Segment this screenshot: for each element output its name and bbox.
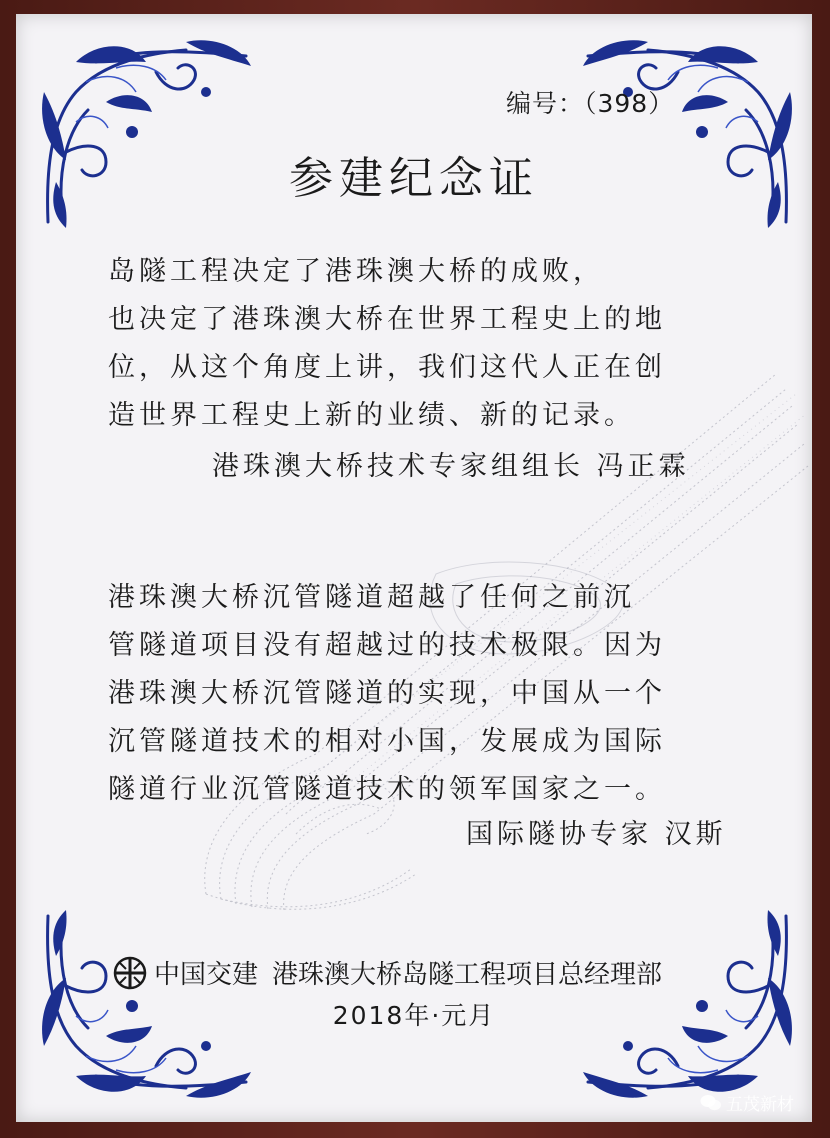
serial-number: 编号：（398） <box>506 89 675 118</box>
issue-date: 2018年·元月 <box>332 1001 496 1030</box>
quote-paragraph-1 <box>108 248 666 440</box>
quote-line: 也决定了港珠澳大桥在世界工程史上的地 <box>108 304 666 335</box>
cccc-logo-icon <box>112 955 148 991</box>
source-watermark-text: 五茂新材 <box>726 1095 794 1115</box>
issuing-organization <box>112 954 662 991</box>
quote-paragraph-2 <box>108 574 666 814</box>
quote-line: 沉管隧道技术的相对小国，发展成为国际 <box>108 726 666 757</box>
quote-signature-1: 港珠澳大桥技术专家组组长 冯正霖 <box>212 451 690 482</box>
quote-line: 位，从这个角度上讲，我们这代人正在创 <box>108 352 666 383</box>
quote-line: 造世界工程史上新的业绩、新的记录。 <box>108 400 635 431</box>
quote-signature-2: 国际隧协专家 汉斯 <box>466 819 727 850</box>
quote-line: 港珠澳大桥沉管隧道的实现，中国从一个 <box>108 678 666 709</box>
company-name: 中国交建 <box>154 960 259 990</box>
quote-line: 岛隧工程决定了港珠澳大桥的成败， <box>108 256 604 287</box>
quote-line: 管隧道项目没有超越过的技术极限。因为 <box>108 630 666 661</box>
certificate-title: 参建纪念证 <box>289 153 539 204</box>
certificate-paper <box>16 14 812 1122</box>
department-name: 港珠澳大桥岛隧工程项目总经理部 <box>272 960 663 990</box>
source-watermark <box>700 1090 794 1115</box>
quote-line: 港珠澳大桥沉管隧道超越了任何之前沉 <box>108 582 635 613</box>
quote-line: 隧道行业沉管隧道技术的领军国家之一。 <box>108 774 666 805</box>
wechat-icon <box>700 1094 722 1112</box>
